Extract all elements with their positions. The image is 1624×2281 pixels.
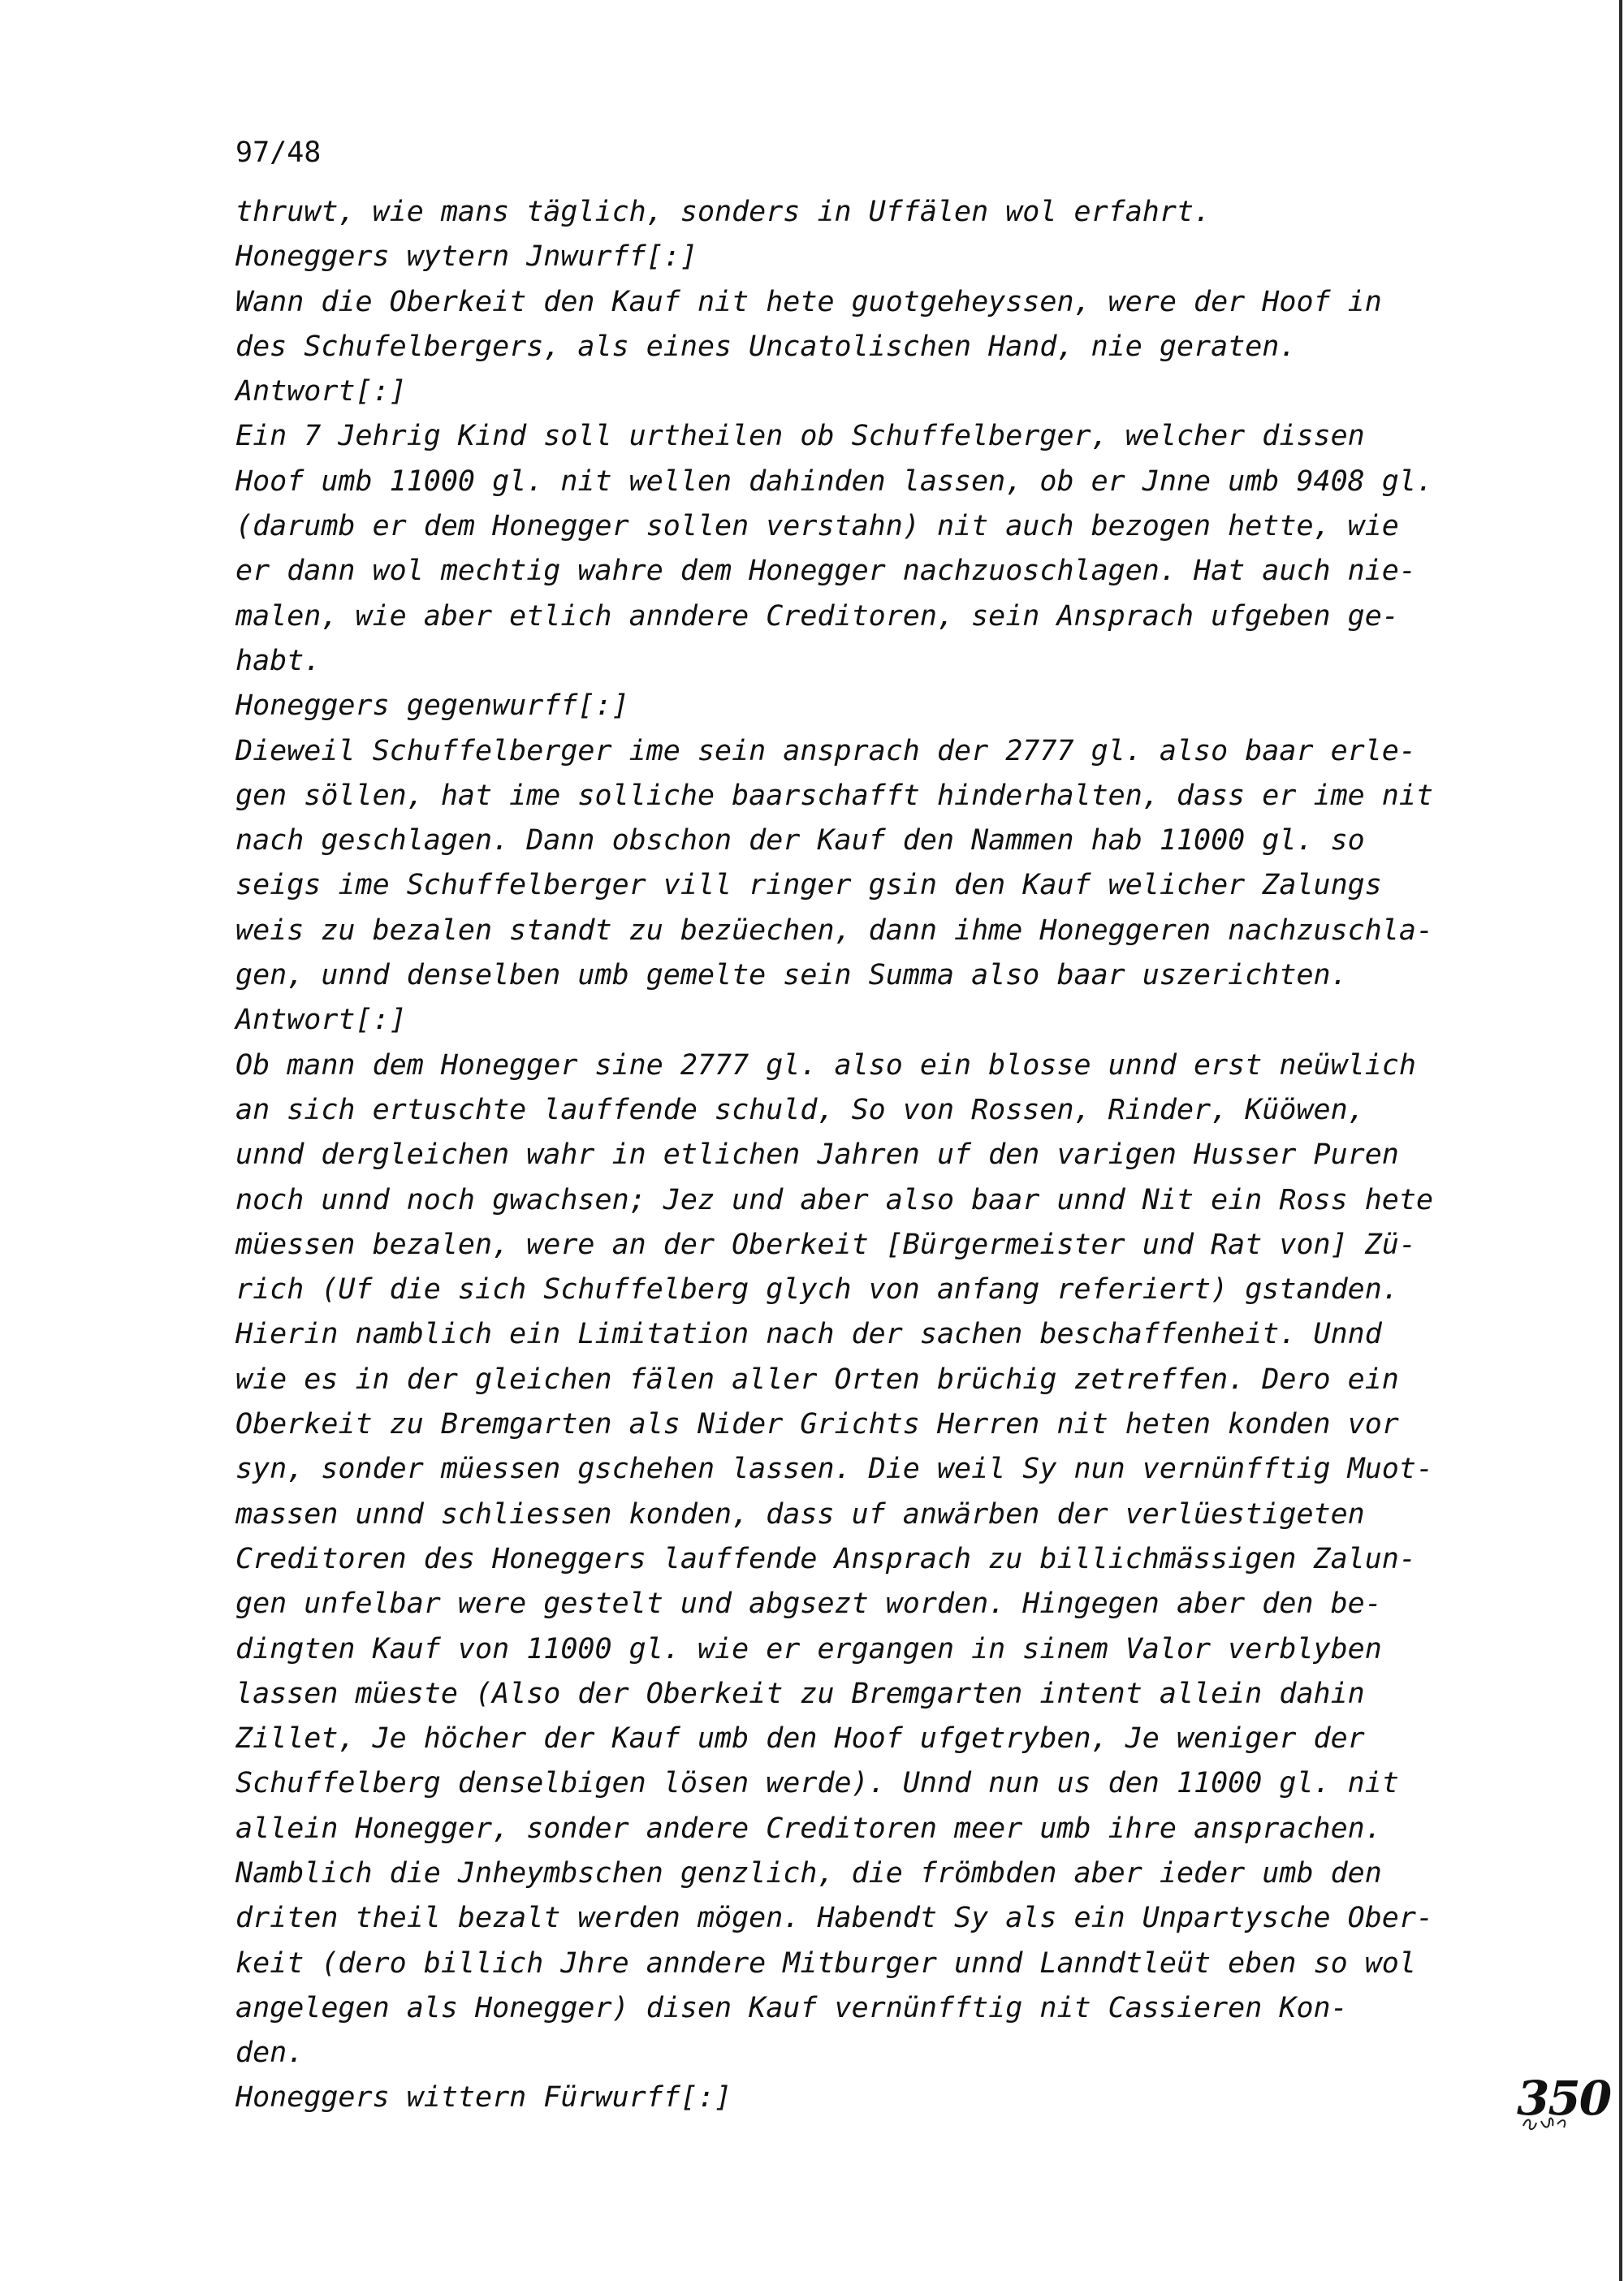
handwritten-scribble-icon — [1522, 2115, 1587, 2134]
text-line: angelegen als Honegger) disen Kauf vernünfftig nit Cassieren Kon- — [235, 1991, 1348, 2024]
text-line: Honeggers wytern Jnwurff[:] — [235, 240, 698, 274]
text-line: allein Honegger, sonder andere Creditoren meer umb ihre ansprachen. — [235, 1812, 1382, 1845]
text-line: noch unnd noch gwachsen; Jez und aber also baar unnd Nit ein Ross hete — [235, 1183, 1434, 1216]
text-line: Creditoren des Honeggers lauffende Ansprach zu billichmässigen Zalun- — [235, 1542, 1416, 1575]
text-line: keit (dero billich Jhre anndere Mitburger unnd Lanndtleüt eben so wol — [235, 1946, 1416, 1980]
text-line: gen unfelbar were gestelt und abgsezt worden. Hingegen aber den be- — [235, 1588, 1382, 1621]
text-line: Dieweil Schuffelberger ime sein ansprach der 2777 gl. also baar erle- — [235, 734, 1416, 767]
text-line: malen, wie aber etlich anndere Creditoren, sein Ansprach ufgeben ge- — [235, 599, 1399, 633]
text-line: Ob mann dem Honegger sine 2777 gl. also ein blosse unnd erst neüwlich — [235, 1048, 1416, 1082]
text-line: des Schufelbergers, als eines Uncatolischen Hand, nie geraten. — [235, 330, 1297, 363]
text-line: dingten Kauf von 11000 gl. wie er ergangen in sinem Valor verblyben — [235, 1632, 1382, 1665]
text-line: Namblich die Jnheymbschen genzlich, die frömbden aber ieder umb den — [235, 1856, 1382, 1890]
text-line: unnd dergleichen wahr in etlichen Jahren uf den varigen Husser Puren — [235, 1138, 1399, 1172]
text-line: Ein 7 Jehrig Kind soll urtheilen ob Schuffelberger, welcher dissen — [235, 420, 1365, 453]
text-line: Honeggers wittern Fürwurff[:] — [235, 2081, 732, 2115]
text-line: Wann die Oberkeit den Kauf nit hete guotgeheyssen, were der Hoof in — [235, 285, 1382, 318]
text-line: massen unnd schliessen konden, dass uf anwärben der verlüestigeten — [235, 1497, 1365, 1531]
transcription-body — [235, 190, 1567, 2121]
text-line: rich (Uf die sich Schuffelberg glych von anfang referiert) gstanden. — [235, 1273, 1399, 1307]
text-line: müessen bezalen, were an der Oberkeit [Bürgermeister und Rat von] Zü- — [235, 1228, 1416, 1261]
page-reference: 97/48 — [235, 136, 322, 169]
text-line: er dann wol mechtig wahre dem Honegger nachzuoschlagen. Hat auch nie- — [235, 555, 1416, 588]
text-line: habt. — [235, 644, 322, 677]
text-line: gen, unnd denselben umb gemelte sein Summa also baar uszerichten. — [235, 959, 1348, 992]
text-line: gen söllen, hat ime solliche baarschafft hinderhalten, dass er ime nit — [235, 779, 1434, 812]
text-line: den. — [235, 2037, 304, 2070]
text-line: nach geschlagen. Dann obschon der Kauf den Nammen hab 11000 gl. so — [235, 824, 1365, 858]
scan-edge — [1619, 0, 1622, 2281]
text-line: Zillet, Je höcher der Kauf umb den Hoof ufgetryben, Je weniger der — [235, 1722, 1365, 1756]
text-line: (darumb er dem Honegger sollen verstahn) nit auch bezogen hette, wie — [235, 510, 1399, 543]
text-line: Hierin namblich ein Limitation nach der sachen beschaffenheit. Unnd — [235, 1318, 1382, 1351]
text-line: syn, sonder müessen gschehen lassen. Die weil Sy nun vernünfftig Muot- — [235, 1453, 1434, 1486]
text-line: Schuffelberg denselbigen lösen werde). Unnd nun us den 11000 gl. nit — [235, 1767, 1399, 1800]
text-line: lassen müeste (Also der Oberkeit zu Bremgarten intent allein dahin — [235, 1677, 1365, 1710]
folio-number: 350 — [1517, 2071, 1611, 2126]
text-line: thruwt, wie mans täglich, sonders in Uffälen wol erfahrt. — [235, 196, 1212, 228]
text-line: seigs ime Schuffelberger vill ringer gsin den Kauf welicher Zalungs — [235, 869, 1382, 902]
text-line: weis zu bezalen standt zu bezüechen, dann ihme Honeggeren nachzuschla- — [235, 914, 1434, 947]
text-line: Antwort[:] — [235, 1004, 407, 1037]
text-line: Hoof umb 11000 gl. nit wellen dahinden lassen, ob er Jnne umb 9408 gl. — [235, 464, 1434, 498]
text-line: Oberkeit zu Bremgarten als Nider Grichts Herren nit heten konden vor — [235, 1408, 1399, 1441]
text-line: Antwort[:] — [235, 375, 407, 408]
text-line: Honeggers gegenwurff[:] — [235, 689, 629, 723]
text-line: wie es in der gleichen fälen aller Orten brüchig zetreffen. Dero ein — [235, 1363, 1399, 1396]
text-line: an sich ertuschte lauffende schuld, So von Rossen, Rinder, Küöwen, — [235, 1093, 1365, 1126]
folio-stamp — [1517, 2072, 1614, 2137]
text-line: driten theil bezalt werden mögen. Habendt Sy als ein Unpartysche Ober- — [235, 1902, 1434, 1935]
